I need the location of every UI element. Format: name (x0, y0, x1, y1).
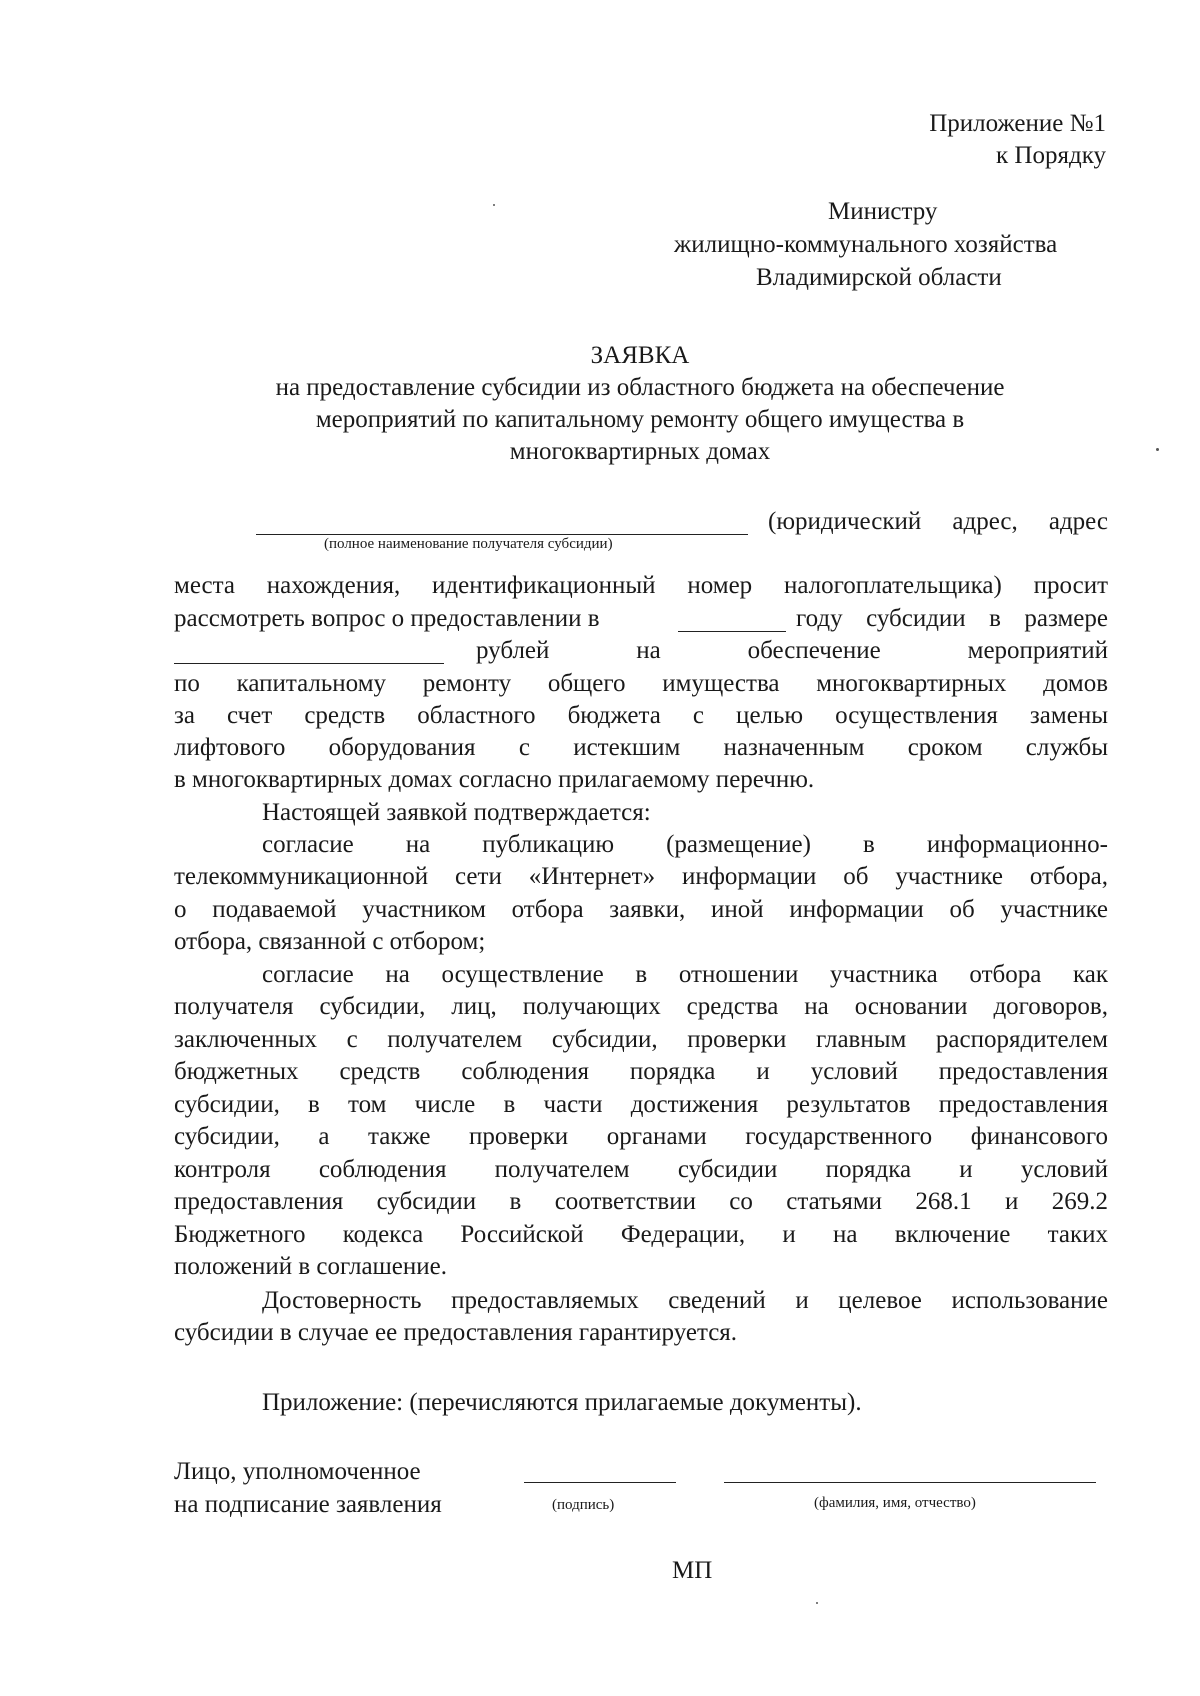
body-line: в многоквартирных домах согласно прилагаемому перечню. (174, 766, 815, 793)
body-line: получателя субсидии, лиц, получающих средства на основании договоров, (174, 993, 1108, 1020)
document-subtitle-line: на предоставление субсидии из областного бюджета на обеспечение (275, 374, 1005, 401)
body-line: о подаваемой участником отбора заявки, иной информации об участнике (174, 896, 1108, 923)
document-title: ЗАЯВКА (590, 342, 690, 369)
signature-line[interactable] (524, 1482, 676, 1483)
scan-speck (493, 204, 495, 206)
body-line: телекоммуникационной сети «Интернет» информации об участнике отбора, (174, 863, 1108, 890)
full-name-line[interactable] (724, 1482, 1096, 1483)
body-line: Достоверность предоставляемых сведений и целевое использование (262, 1287, 1108, 1314)
document-subtitle-line: мероприятий по капитальному ремонту общего имущества в (315, 406, 965, 433)
body-line: рублей на обеспечение мероприятий (476, 637, 1108, 664)
body-line: по капитальному ремонту общего имущества многоквартирных домов (174, 670, 1108, 697)
appendix-reference: к Порядку (996, 142, 1106, 169)
addressee-ministry: жилищно-коммунального хозяйства (674, 231, 1058, 258)
stamp-place: МП (672, 1557, 713, 1584)
body-line: субсидии в случае ее предоставления гарантируется. (174, 1319, 738, 1346)
signature-caption: (подпись) (552, 1497, 615, 1513)
body-line: субсидии, а также проверки органами государственного финансового (174, 1123, 1108, 1150)
attachments-note: Приложение: (перечисляются прилагаемые документы). (262, 1389, 862, 1416)
document-subtitle-line: многоквартирных домах (509, 438, 771, 465)
body-line: бюджетных средств соблюдения порядка и условий предоставления (174, 1058, 1108, 1085)
body-line: заключенных с получателем субсидии, проверки главным распорядителем (174, 1026, 1108, 1053)
year-field-line[interactable] (678, 631, 786, 632)
body-line: году субсидии в размере (796, 605, 1108, 632)
body-line: места нахождения, идентификационный номер налогоплательщика) просит (174, 572, 1108, 599)
signatory-label: Лицо, уполномоченное (174, 1458, 421, 1485)
body-line: согласие на осуществление в отношении участника отбора как (262, 961, 1108, 988)
address-hint: (юридический адрес, адрес (768, 508, 1108, 535)
body-line: субсидии, в том числе в части достижения результатов предоставления (174, 1091, 1108, 1118)
appendix-number: Приложение №1 (929, 110, 1106, 137)
applicant-name-caption: (полное наименование получателя субсидии) (324, 536, 613, 552)
body-line: рассмотреть вопрос о предоставлении в (174, 605, 600, 632)
addressee-region: Владимирской области (756, 264, 1002, 291)
addressee-title: Министру (828, 198, 938, 225)
body-line: лифтового оборудования с истекшим назначенным сроком службы (174, 734, 1108, 761)
scan-speck (1156, 448, 1159, 451)
body-line: отбора, связанной с отбором; (174, 928, 486, 955)
body-line: положений в соглашение. (174, 1253, 447, 1280)
body-line: за счет средств областного бюджета с целью осуществления замены (174, 702, 1108, 729)
full-name-caption: (фамилия, имя, отчество) (814, 1495, 976, 1511)
amount-field-line[interactable] (174, 663, 444, 664)
signatory-label: на подписание заявления (174, 1491, 442, 1518)
body-line: контроля соблюдения получателем субсидии порядка и условий (174, 1156, 1108, 1183)
body-line: Бюджетного кодекса Российской Федерации, и на включение таких (174, 1221, 1108, 1248)
body-line: согласие на публикацию (размещение) в информационно- (262, 831, 1108, 858)
scan-speck (816, 1602, 818, 1604)
body-line: предоставления субсидии в соответствии со статьями 268.1 и 269.2 (174, 1188, 1108, 1215)
body-line: Настоящей заявкой подтверждается: (262, 799, 651, 826)
